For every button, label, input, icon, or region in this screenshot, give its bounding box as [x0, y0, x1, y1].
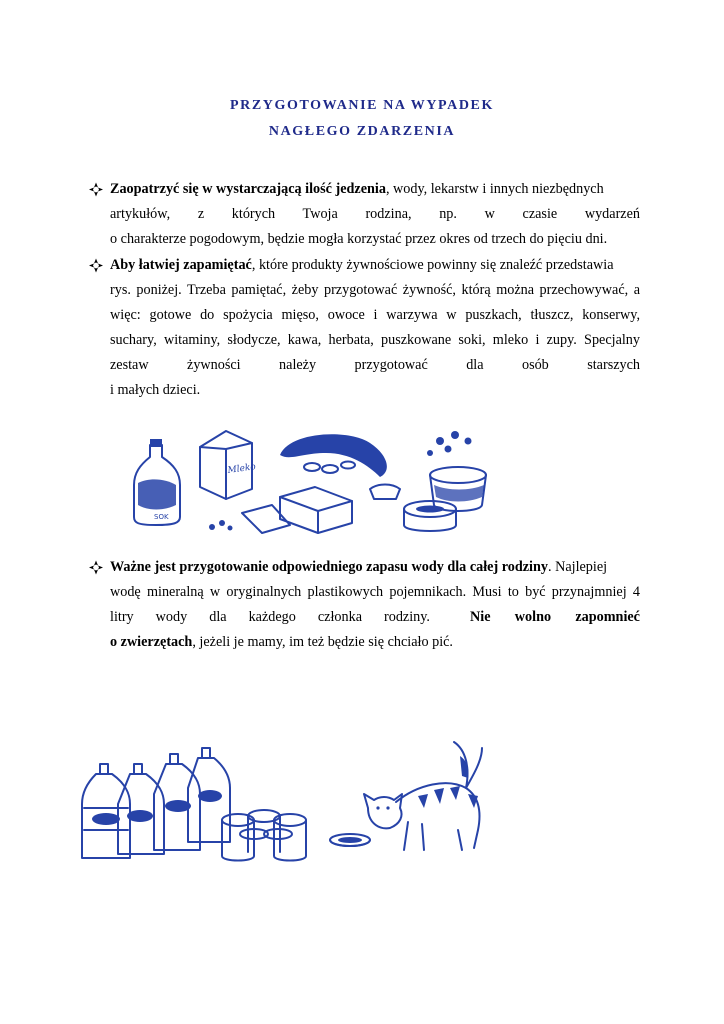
- crackers-icon: [242, 487, 352, 533]
- diamond-bullet-icon: [88, 253, 104, 278]
- paragraph-line: suchary, witaminy, słodycze, kawa, herbata, puszkowane soki, mleko i zupy. Specjalny: [110, 332, 640, 348]
- bullet-item-water: [88, 555, 640, 660]
- juice-label: SOK: [154, 513, 169, 521]
- water-bowl-icon: [330, 834, 370, 846]
- page-title-line-1: PRZYGOTOWANIE NA WYPADEK: [230, 98, 494, 113]
- can-icon: [404, 501, 456, 531]
- line-words: litry wody dla każdego członka rodziny.: [110, 609, 430, 625]
- paragraph-line: [110, 630, 640, 656]
- line-text: , które produkty żywnościowe powinny się znaleźć przedstawia: [251, 257, 614, 273]
- cans-icon: [222, 810, 306, 861]
- milk-label: Mleko: [227, 462, 257, 476]
- sugar-box-icon: [370, 485, 400, 500]
- paragraph-line: więc: gotowe do spożycia mięso, owoce i warzywa w puszkach, tłuszcz, konserwy,: [110, 307, 640, 323]
- paragraph-line: wodę mineralną w oryginalnych plastikowych pojemnikach. Musi to być przynajmniej 4: [110, 584, 640, 600]
- line-text: , wody, lekarstw i innych niezbędnych: [385, 181, 604, 197]
- cat-icon: [364, 742, 482, 850]
- paragraph-line: [110, 605, 640, 631]
- line-text: , jeżeli je mamy, im też będzie się chciało pić.: [192, 634, 453, 650]
- diamond-bullet-icon: [88, 555, 104, 580]
- paragraph-line: artykułów, z których Twoja rodzina, np. w czasie wydarzeń: [110, 206, 640, 222]
- jar-icon: [430, 467, 486, 511]
- bold-lead: o zwierzętach: [110, 634, 193, 650]
- line-text: . Najlepiej: [547, 559, 608, 575]
- bullet-item-food: [88, 177, 640, 257]
- paragraph-line: o charakterze pogodowym, będzie mogła korzystać przez okres od trzech do pięciu dni.: [110, 231, 608, 247]
- water-and-cat-illustration: [78, 738, 498, 868]
- paragraph-line: [110, 177, 640, 203]
- bold-lead: Aby łatwiej zapamiętać: [110, 257, 252, 273]
- diamond-bullet-icon: [88, 177, 104, 202]
- bullet-item-products: [88, 253, 640, 408]
- milk-carton-icon: [200, 431, 257, 499]
- juice-bottle-icon: [134, 439, 180, 525]
- paragraph-line: rys. poniżej. Trzeba pamiętać, żeby przygotować żywność, którą można przechowywać, a: [110, 282, 640, 298]
- sausage-icon: [280, 434, 387, 477]
- bold-warning: Nie wolno zapomnieć: [470, 609, 640, 625]
- paragraph-line: [110, 253, 640, 279]
- bold-lead: Ważne jest przygotowanie odpowiedniego zapasu wody dla całej rodziny: [110, 559, 548, 575]
- paragraph-line: zestaw żywności należy przygotować dla osób starszych: [110, 357, 640, 373]
- paragraph-line: i małych dzieci.: [110, 382, 201, 398]
- bold-lead: Zaopatrzyć się w wystarczającą ilość jedzenia: [110, 181, 386, 197]
- food-supplies-illustration: [130, 425, 490, 540]
- paragraph-line: [110, 555, 640, 581]
- page-title-line-2: NAGŁEGO ZDARZENIA: [268, 124, 456, 139]
- water-bottles-icon: [82, 748, 230, 858]
